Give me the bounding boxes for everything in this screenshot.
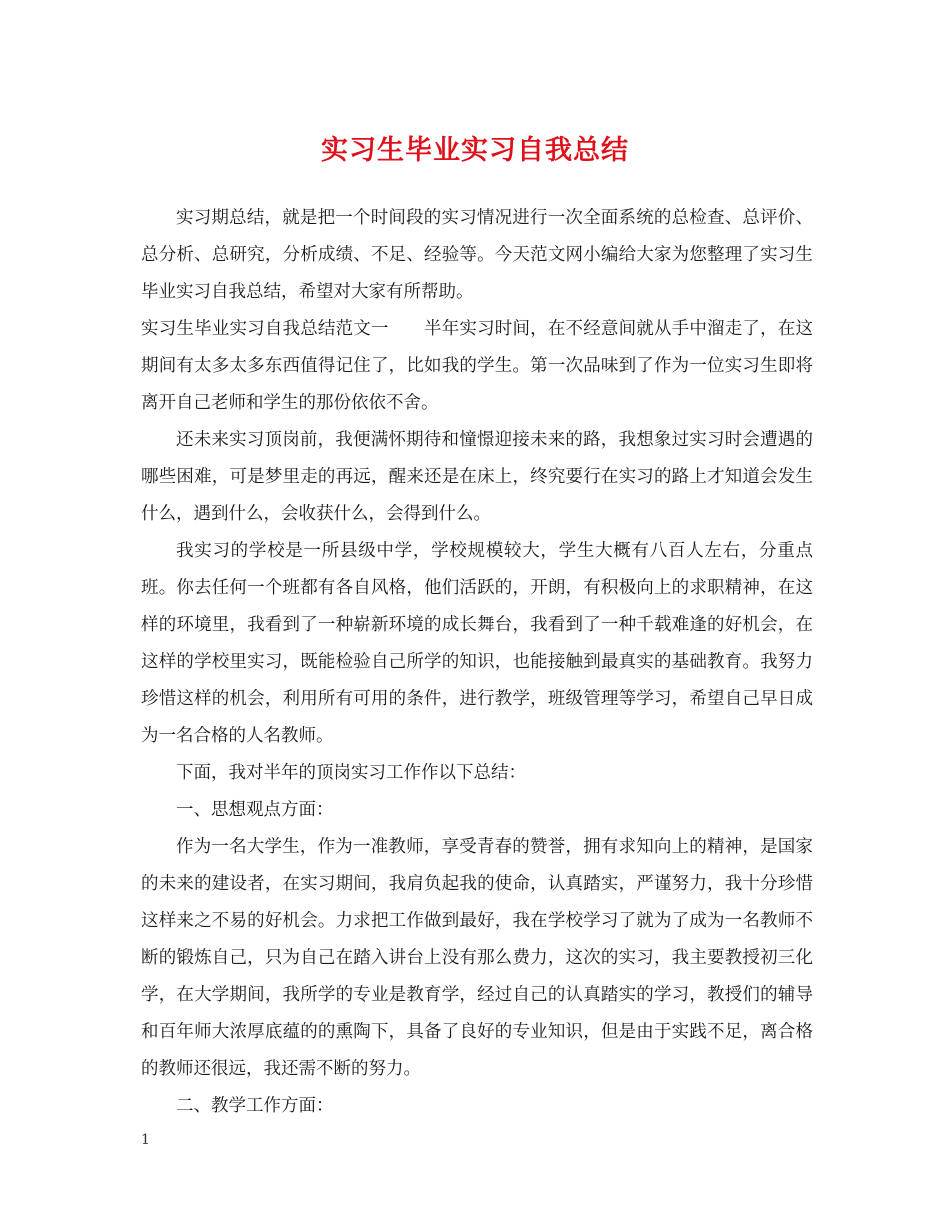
document-title: 实习生毕业实习自我总结 bbox=[321, 135, 629, 166]
page-number: 1 bbox=[141, 1132, 150, 1148]
section-heading-thought: 一、思想观点方面： bbox=[176, 800, 334, 820]
section-heading-teaching: 二、教学工作方面： bbox=[176, 1096, 334, 1116]
paragraph-thought: 作为一名大学生，作为一准教师，享受青春的赞誉，拥有求知向上的精神，是国家的未来的建设者，在实习期间，我肩负起我的使命，认真踏实，严谨努力，我十分珍惜这样来之不易的好机会。力求把工作做到最好，我在学校学习了就为了成为一名教师不断的锻炼自己，只为自己在踏入讲台上没有那么费力，这次的实习，我主要教授初三化学，在大学期间，我所学的专业是教育学，经过自己的认真踏实的学习，教授们的辅导和百年师大浓厚底蕴的的熏陶下，具备了良好的专业知识，但是由于实践不足，离合格的教师还很远，我还需不断的努力。 bbox=[141, 837, 813, 1079]
paragraph-intro: 实习期总结，就是把一个时间段的实习情况进行一次全面系统的总检查、总评价、总分析、总研究，分析成绩、不足、经验等。今天范文网小编给大家为您整理了实习生毕业实习自我总结，希望对大家有所帮助。 bbox=[141, 208, 813, 302]
paragraph-before-internship: 还未来实习顶岗前，我便满怀期待和憧憬迎接未来的路，我想象过实习时会遭遇的哪些困难，可是梦里走的再远，醒来还是在床上，终究要行在实习的路上才知道会发生什么，遇到什么，会收获什么，会得到什么。 bbox=[141, 430, 813, 524]
paragraph-example-heading: 实习生毕业实习自我总结范文一 半年实习时间，在不经意间就从手中溜走了，在这期间有太多太多东西值得记住了，比如我的学生。第一次品味到了作为一位实习生即将离开自己老师和学生的那份依依不舍。 bbox=[141, 319, 813, 413]
paragraph-school: 我实习的学校是一所县级中学，学校规模较大，学生大概有八百人左右，分重点班。你去任何一个班都有各自风格，他们活跃的，开朗，有积极向上的求职精神，在这样的环境里，我看到了一种崭新环境的成长舞台，我看到了一种千载难逢的好机会，在这样的学校里实习，既能检验自己所学的知识，也能接触到最真实的基础教育。我努力珍惜这样的机会，利用所有可用的条件，进行教学，班级管理等学习，希望自己早日成为一名合格的人名教师。 bbox=[141, 541, 813, 746]
paragraph-summary-intro: 下面，我对半年的顶岗实习工作作以下总结： bbox=[176, 763, 526, 783]
document-body bbox=[141, 200, 813, 1125]
